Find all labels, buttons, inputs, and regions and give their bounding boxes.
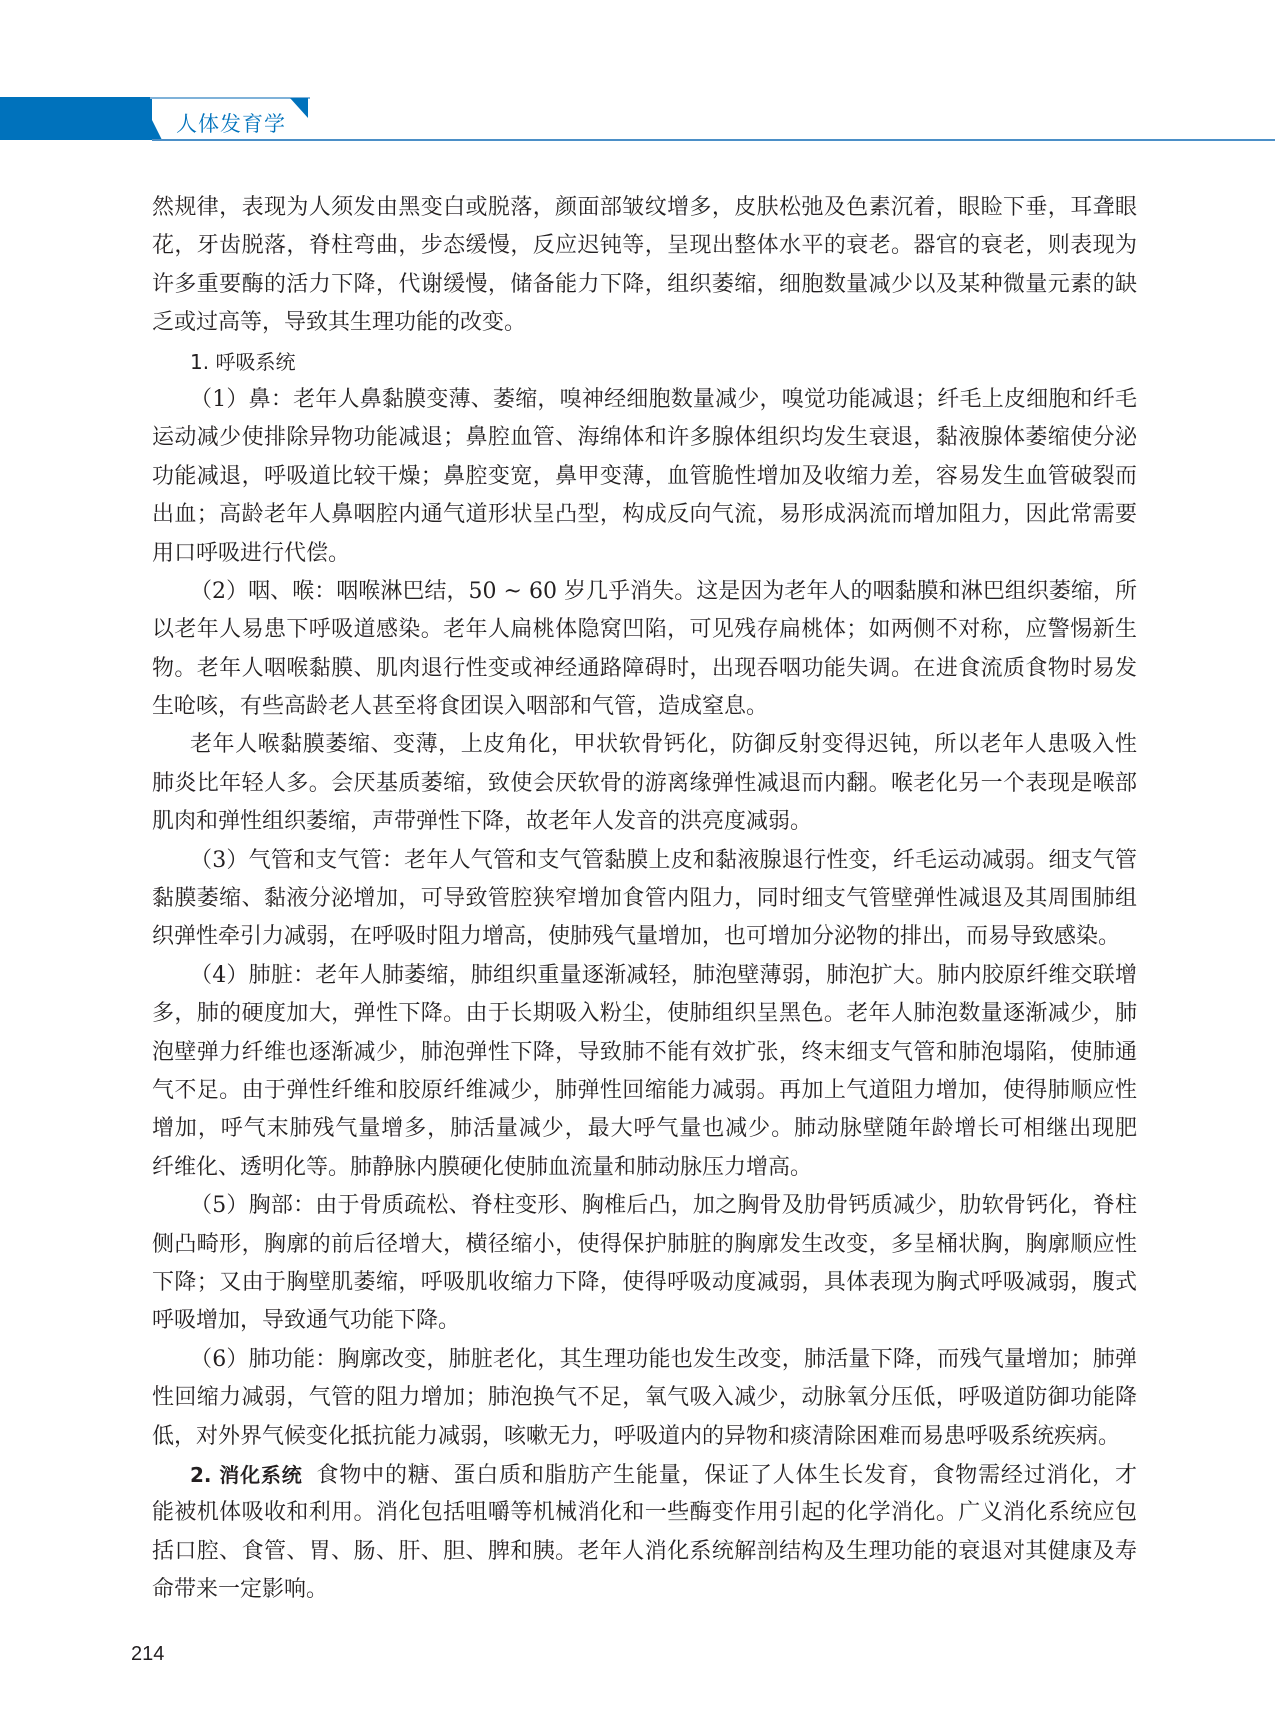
- text-line: [152, 803, 1137, 841]
- header-tab-top-line: [150, 97, 310, 99]
- line-text: 运动减少使排除异物功能减退；鼻腔血管、海绵体和许多腺体组织均发生衰退，黏液腺体萎缩使分泌: [152, 425, 1137, 451]
- text-line: [152, 1264, 1137, 1302]
- text-line: [152, 880, 1137, 918]
- line-text: 出血；高龄老年人鼻咽腔内通气道形状呈凸型，构成反向气流，易形成涡流而增加阻力，因此常需要: [152, 502, 1137, 528]
- line-text: 多，肺的硬度加大，弹性下降。由于长期吸入粉尘，使肺组织呈黑色。老年人肺泡数量逐渐减少，肺: [152, 1001, 1137, 1027]
- line-text: （1）鼻：老年人鼻黏膜变薄、萎缩，嗅神经细胞数量减少，嗅觉功能减退；纤毛上皮细胞和纤毛: [190, 386, 1137, 412]
- line-text: 乏或过高等，导致其生理功能的改变。: [152, 310, 527, 336]
- text-line: [152, 1187, 1137, 1225]
- line-text: 纤维化、透明化等。肺静脉内膜硬化使肺血流量和肺动脉压力增高。: [152, 1154, 813, 1180]
- page-body: [152, 189, 1137, 1609]
- text-line: [152, 266, 1137, 304]
- line-text: 物。老年人咽喉黏膜、肌肉退行性变或神经通路障碍时，出现吞咽功能失调。在进食流质食物时易发: [152, 655, 1137, 681]
- text-line: [152, 458, 1137, 496]
- book-title: 人体发育学: [176, 112, 286, 136]
- line-text: 能被机体吸收和利用。消化包括咀嚼等机械消化和一些酶变作用引起的化学消化。广义消化系统应包: [152, 1500, 1137, 1526]
- line-text: 肌肉和弹性组织萎缩，声带弹性下降，故老年人发音的洪亮度减弱。: [152, 809, 813, 835]
- paragraph: [152, 957, 1137, 1187]
- text-line: [152, 611, 1137, 649]
- line-text: 性回缩力减弱，气管的阻力增加；肺泡换气不足，氧气吸入减少，动脉氧分压低，呼吸道防御功能降: [152, 1385, 1137, 1411]
- text-line: [152, 1571, 1137, 1609]
- line-text: 肺炎比年轻人多。会厌基质萎缩，致使会厌软骨的游离缘弹性减退而内翻。喉老化另一个表现是喉部: [152, 770, 1137, 796]
- line-text: （4）肺脏：老年人肺萎缩，肺组织重量逐渐减轻，肺泡壁薄弱，肺泡扩大。肺内胶原纤维交联增: [190, 962, 1137, 988]
- line-text: 用口呼吸进行代偿。: [152, 540, 351, 566]
- header-tab-left-triangle: [152, 120, 162, 140]
- text-line: [152, 1418, 1137, 1456]
- text-line: [152, 1149, 1137, 1187]
- header-color-block: [0, 97, 152, 140]
- line-text: （3）气管和支气管：老年人气管和支气管黏膜上皮和黏液腺退行性变，纤毛运动减弱。细支气管: [190, 847, 1137, 873]
- line-text: 老年人喉黏膜萎缩、变薄，上皮角化，甲状软骨钙化，防御反射变得迟钝，所以老年人患吸入性: [190, 732, 1137, 758]
- line-text: （5）胸部：由于骨质疏松、脊柱变形、胸椎后凸，加之胸骨及肋骨钙质减少，肋软骨钙化，脊柱: [190, 1193, 1137, 1219]
- line-text: 增加，呼气末肺残气量增多，肺活量减少，最大呼气量也减少。肺动脉壁随年龄增长可相继出现肥: [152, 1116, 1137, 1142]
- paragraph: [152, 1341, 1137, 1456]
- text-line: [152, 189, 1137, 227]
- header-tab-corner-triangle: [290, 98, 308, 118]
- section-heading-inline: 2. 消化系统: [190, 1462, 303, 1487]
- line-text: （2）咽、喉：咽喉淋巴结，50 ~ 60 岁几乎消失。这是因为老年人的咽黏膜和淋巴组织萎缩，所: [190, 578, 1137, 604]
- line-text: 下降；又由于胸壁肌萎缩，呼吸肌收缩力下降，使得呼吸动度减弱，具体表现为胸式呼吸减弱，腹式: [152, 1269, 1137, 1295]
- text-line: [152, 343, 1137, 381]
- text-line: [152, 304, 1137, 342]
- text-line: [152, 1302, 1137, 1340]
- text-line: [152, 1034, 1137, 1072]
- line-text: 1. 呼吸系统: [190, 349, 296, 374]
- text-line: [152, 650, 1137, 688]
- line-text: 呼吸增加，导致通气功能下降。: [152, 1308, 461, 1334]
- paragraph: [152, 842, 1137, 957]
- header-rule: [152, 139, 1275, 141]
- text-line: [152, 995, 1137, 1033]
- text-line: [152, 1379, 1137, 1417]
- line-text: 低，对外界气候变化抵抗能力减弱，咳嗽无力，呼吸道内的异物和痰清除困难而易患呼吸系统疾病。: [152, 1423, 1121, 1449]
- text-line: [152, 842, 1137, 880]
- line-text: 功能减退，呼吸道比较干燥；鼻腔变宽，鼻甲变薄，血管脆性增加及收缩力差，容易发生血管破裂而: [152, 463, 1137, 489]
- page-number: 214: [131, 1643, 165, 1665]
- line-text: （6）肺功能：胸廓改变，肺脏老化，其生理功能也发生改变，肺活量下降，而残气量增加；肺弹: [190, 1346, 1137, 1372]
- text-line: [152, 381, 1137, 419]
- line-text: 命带来一定影响。: [152, 1577, 329, 1603]
- text-line: [152, 1072, 1137, 1110]
- paragraph: [152, 1456, 1137, 1610]
- line-text: 生呛咳，有些高龄老人甚至将食团误入咽部和气管，造成窒息。: [152, 694, 769, 720]
- text-line: [152, 726, 1137, 764]
- line-text: 括口腔、食管、胃、肠、肝、胆、脾和胰。老年人消化系统解剖结构及生理功能的衰退对其健康及寿: [152, 1538, 1137, 1564]
- text-line: [152, 419, 1137, 457]
- line-text: 织弹性牵引力减弱，在呼吸时阻力增高，使肺残气量增加，也可增加分泌物的排出，而易导致感染。: [152, 924, 1121, 950]
- line-text: 许多重要酶的活力下降，代谢缓慢，储备能力下降，组织萎缩，细胞数量减少以及某种微量元素的缺: [152, 271, 1137, 297]
- text-line: [152, 1533, 1137, 1571]
- text-line: [152, 1341, 1137, 1379]
- paragraph: [152, 1187, 1137, 1341]
- line-text: 气不足。由于弹性纤维和胶原纤维减少，肺弹性回缩能力减弱。再加上气道阻力增加，使得肺顺应性: [152, 1077, 1137, 1103]
- line-text: 花，牙齿脱落，脊柱弯曲，步态缓慢，反应迟钝等，呈现出整体水平的衰老。器官的衰老，则表现为: [152, 233, 1137, 259]
- text-line: [152, 227, 1137, 265]
- line-text: 食物中的糖、蛋白质和脂肪产生能量，保证了人体生长发育，食物需经过消化，才: [316, 1462, 1137, 1488]
- line-text: 黏膜萎缩、黏液分泌增加，可导致管腔狭窄增加食管内阻力，同时细支气管壁弹性减退及其周围肺组: [152, 886, 1137, 912]
- text-line: [152, 1226, 1137, 1264]
- text-line: [152, 765, 1137, 803]
- text-line: [152, 1110, 1137, 1148]
- line-text: 泡壁弹力纤维也逐渐减少，肺泡弹性下降，导致肺不能有效扩张，终末细支气管和肺泡塌陷，使肺通: [152, 1039, 1137, 1065]
- text-line: [152, 918, 1137, 956]
- text-line: [152, 496, 1137, 534]
- text-line: [152, 957, 1137, 995]
- paragraph: [152, 726, 1137, 841]
- text-line: [152, 535, 1137, 573]
- text-line: [152, 1456, 1137, 1494]
- section-heading: [152, 343, 1137, 381]
- line-text: 然规律，表现为人须发由黑变白或脱落，颜面部皱纹增多，皮肤松弛及色素沉着，眼睑下垂，耳聋眼: [152, 195, 1137, 220]
- text-line: [152, 573, 1137, 611]
- paragraph: [152, 381, 1137, 573]
- text-line: [152, 688, 1137, 726]
- text-line: [152, 1494, 1137, 1532]
- paragraph: [152, 189, 1137, 343]
- line-text: 侧凸畸形，胸廓的前后径增大，横径缩小，使得保护肺脏的胸廓发生改变，多呈桶状胸，胸廓顺应性: [152, 1231, 1137, 1257]
- paragraph: [152, 573, 1137, 727]
- line-text: 以老年人易患下呼吸道感染。老年人扁桃体隐窝凹陷，可见残存扁桃体；如两侧不对称，应警惕新生: [152, 617, 1137, 643]
